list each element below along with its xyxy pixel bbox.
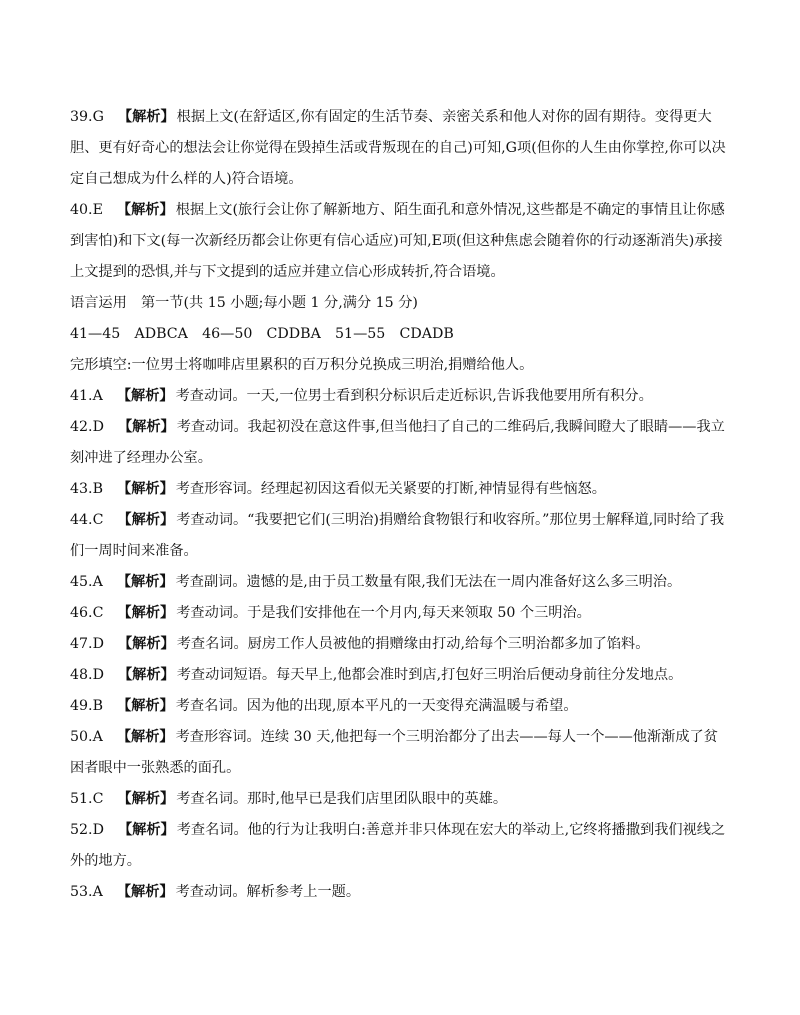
analysis-tag: 【解析】 xyxy=(116,388,174,404)
analysis-tag: 【解析】 xyxy=(117,791,175,807)
passage-summary xyxy=(70,350,730,381)
analysis-tag: 【解析】 xyxy=(117,698,174,714)
answer-51 xyxy=(70,784,730,815)
answer-40 xyxy=(70,195,730,288)
analysis-tag: 【解析】 xyxy=(116,884,174,900)
analysis-tag: 【解析】 xyxy=(117,605,175,621)
analysis-text: 考查名词。他的行为让我明白:善意并非只体现在宏大的举动上,它终将播撒到我们视线之外的地方。 xyxy=(70,822,726,869)
item-number: 49.B xyxy=(70,698,103,714)
analysis-tag: 【解析】 xyxy=(116,574,174,590)
answer-key-text: 41—45 ADBCA 46—50 CDDBA 51—55 CDADB xyxy=(70,326,454,342)
item-number: 46.C xyxy=(70,605,104,621)
analysis-tag: 【解析】 xyxy=(117,419,175,435)
analysis-tag: 【解析】 xyxy=(117,822,175,838)
answer-key xyxy=(70,319,730,350)
analysis-text: 考查名词。厨房工作人员被他的捐赠缘由打动,给每个三明治都多加了馅料。 xyxy=(176,636,650,652)
analysis-tag: 【解析】 xyxy=(116,202,174,218)
item-number: 52.D xyxy=(70,822,104,838)
item-number: 40.E xyxy=(70,202,103,218)
section-heading xyxy=(70,288,730,319)
analysis-text: 考查名词。因为他的出现,原本平凡的一天变得充满温暖与希望。 xyxy=(175,698,578,714)
item-number: 53.A xyxy=(70,884,103,900)
answer-53 xyxy=(70,877,730,908)
analysis-tag: 【解析】 xyxy=(117,481,174,497)
answer-52 xyxy=(70,815,730,877)
item-number: 42.D xyxy=(70,419,104,435)
analysis-text: 根据上文(旅行会让你了解新地方、陌生面孔和意外情况,这些都是不确定的事情且让你感到害怕)和下文(每一次新经历都会让你更有信心适应)可知,E项(但这种焦虑会随着你的行动逐渐消失)承接上文提到的恐惧,并与下文提到的适应并建立信心形成转折,符合语境。 xyxy=(70,202,725,280)
item-number: 44.C xyxy=(70,512,104,528)
document-page xyxy=(70,102,730,908)
answer-49 xyxy=(70,691,730,722)
answer-45 xyxy=(70,567,730,598)
analysis-tag: 【解析】 xyxy=(117,109,175,125)
answer-39 xyxy=(70,102,730,195)
analysis-text: 根据上文(在舒适区,你有固定的生活节奏、亲密关系和他人对你的固有期待。变得更大胆、更有好奇心的想法会让你觉得在毁掉生活或背叛现在的自己)可知,G项(但你的人生由你掌控,你可以决定自己想成为什么样的人)符合语境。 xyxy=(70,109,726,187)
item-number: 41.A xyxy=(70,388,103,404)
analysis-tag: 【解析】 xyxy=(116,729,174,745)
answer-44 xyxy=(70,505,730,567)
answer-50 xyxy=(70,722,730,784)
answer-47 xyxy=(70,629,730,660)
analysis-tag: 【解析】 xyxy=(117,667,175,683)
item-number: 51.C xyxy=(70,791,104,807)
analysis-text: 考查名词。那时,他早已是我们店里团队眼中的英雄。 xyxy=(176,791,508,807)
analysis-tag: 【解析】 xyxy=(117,512,175,528)
item-number: 39.G xyxy=(70,109,104,125)
item-number: 43.B xyxy=(70,481,103,497)
analysis-text: 考查动词短语。每天早上,他都会准时到店,打包好三明治后便动身前往分发地点。 xyxy=(176,667,683,683)
analysis-text: 考查副词。遗憾的是,由于员工数量有限,我们无法在一周内准备好这么多三明治。 xyxy=(175,574,682,590)
section-heading-text: 语言运用 第一节(共 15 小题;每小题 1 分,满分 15 分) xyxy=(70,295,418,311)
item-number: 50.A xyxy=(70,729,103,745)
answer-48 xyxy=(70,660,730,691)
item-number: 47.D xyxy=(70,636,104,652)
answer-41 xyxy=(70,381,730,412)
analysis-text: 考查动词。我起初没在意这件事,但当他扫了自己的二维码后,我瞬间瞪大了眼睛——我立刻冲进了经理办公室。 xyxy=(70,419,725,466)
analysis-text: 考查动词。“我要把它们(三明治)捐赠给食物银行和收容所。”那位男士解释道,同时给了我们一周时间来准备。 xyxy=(70,512,725,559)
analysis-text: 考查动词。于是我们安排他在一个月内,每天来领取 50 个三明治。 xyxy=(176,605,591,621)
item-number: 45.A xyxy=(70,574,103,590)
passage-summary-text: 完形填空:一位男士将咖啡店里累积的百万积分兑换成三明治,捐赠给他人。 xyxy=(70,357,534,373)
analysis-text: 考查动词。解析参考上一题。 xyxy=(175,884,361,900)
analysis-text: 考查形容词。经理起初因这看似无关紧要的打断,神情显得有些恼怒。 xyxy=(175,481,606,497)
analysis-tag: 【解析】 xyxy=(117,636,175,652)
item-number: 48.D xyxy=(70,667,104,683)
analysis-text: 考查动词。一天,一位男士看到积分标识后走近标识,告诉我他要用所有积分。 xyxy=(175,388,653,404)
answer-46 xyxy=(70,598,730,629)
analysis-text: 考查形容词。连续 30 天,他把每一个三明治都分了出去——每人一个——他渐渐成了贫困者眼中一张熟悉的面孔。 xyxy=(70,729,718,776)
answer-42 xyxy=(70,412,730,474)
answer-43 xyxy=(70,474,730,505)
